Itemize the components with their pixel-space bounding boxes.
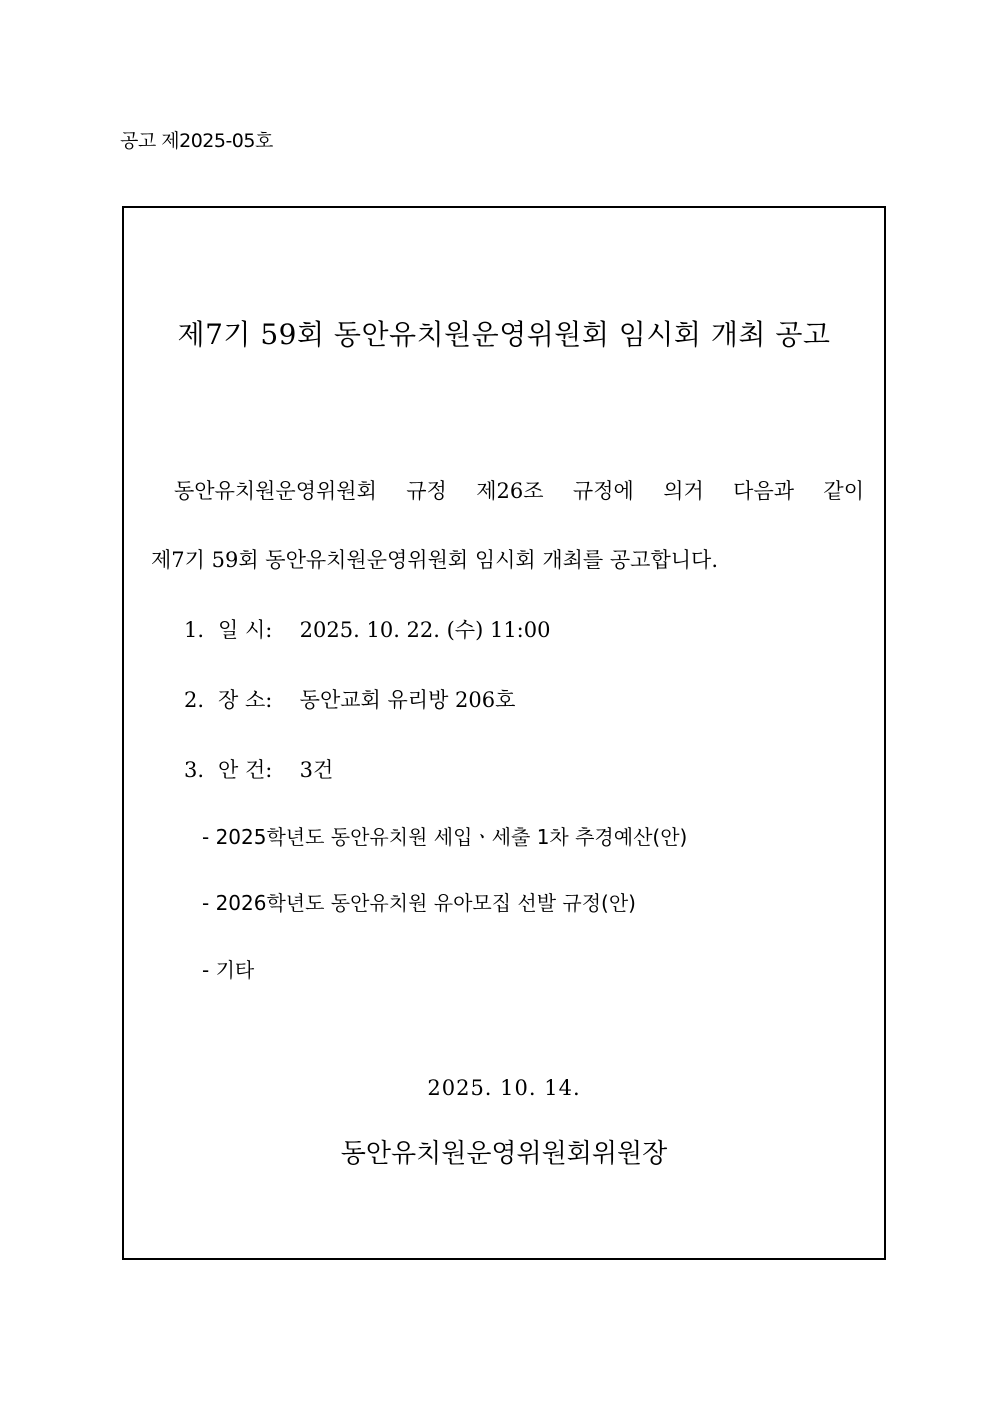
item-number: 3. [184,758,205,782]
agenda-item: - 2026학년도 동안유치원 유아모집 선발 규정(안) [202,891,636,915]
item-label: 안 건: [218,758,273,782]
agenda-item: - 기타 [202,958,255,982]
item-value: 동안교회 유리방 206호 [293,688,516,712]
signature: 동안유치원운영위원회위원장 [340,1139,668,1169]
item-value: 2025. 10. 22. (수) 11:00 [293,618,551,642]
body-line-1: 동안유치원운영위원회 규정 제26조 규정에 의거 다음과 같이 [174,479,864,503]
agenda-item: - 2025학년도 동안유치원 세입ㆍ세출 1차 추경예산(안) [202,825,688,849]
notice-title: 제7기 59회 동안유치원운영위원회 임시회 개최 공고 [177,318,831,351]
notice-number: 공고 제2025-05호 [120,130,273,152]
item-datetime [184,614,550,644]
item-value: 3건 [293,758,334,782]
item-location [184,684,515,714]
item-number: 1. [184,618,205,642]
item-number: 2. [184,688,205,712]
item-label: 일 시: [218,618,273,642]
item-agenda [184,754,333,784]
notice-box [122,206,886,1260]
notice-date: 2025. 10. 14. [427,1076,581,1100]
body-line-2: 제7기 59회 동안유치원운영위원회 임시회 개최를 공고합니다. [151,548,718,572]
item-label: 장 소: [218,688,273,712]
